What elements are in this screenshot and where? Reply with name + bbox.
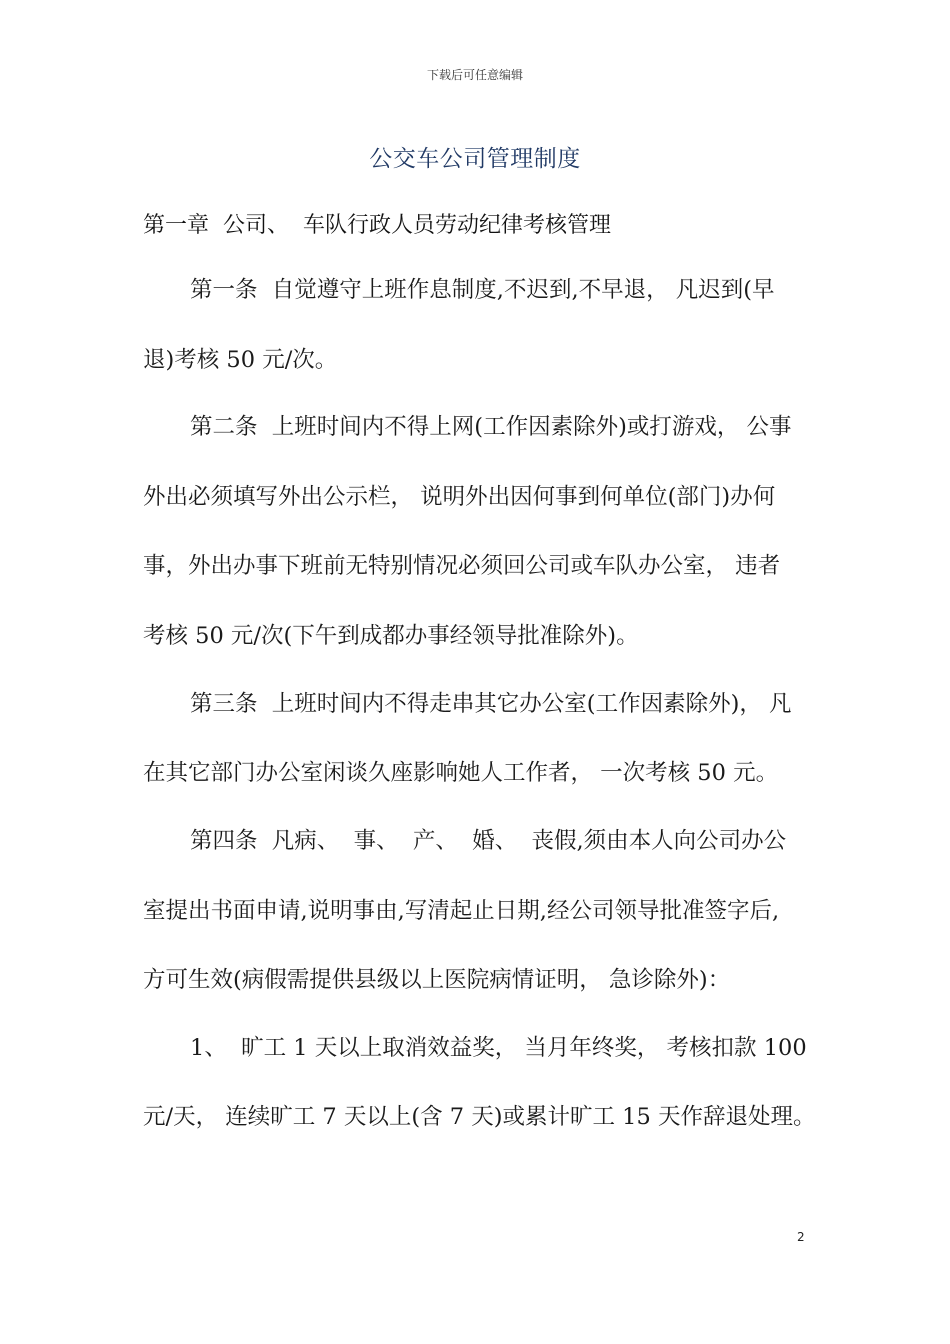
article-4-line-1: 第四条 凡病、 事、 产、 婚、 丧假,须由本人向公司办公 bbox=[190, 828, 787, 854]
article-3-line-2: 在其它部门办公室闲谈久座影响她人工作者， 一次考核 50 元。 bbox=[143, 760, 779, 786]
chapter-heading: 第一章 公司、 车队行政人员劳动纪律考核管理 bbox=[143, 213, 611, 238]
document-title: 公交车公司管理制度 bbox=[369, 146, 581, 172]
item-1-line-2: 元/天， 连续旷工 7 天以上(含 7 天)或累计旷工 15 天作辞退处理。 bbox=[143, 1104, 816, 1130]
article-2-line-1: 第二条 上班时间内不得上网(工作因素除外)或打游戏， 公事 bbox=[190, 414, 792, 440]
page-header-note: 下载后可任意编辑 bbox=[426, 68, 523, 82]
article-4-line-3: 方可生效(病假需提供县级以上医院病情证明， 急诊除外)： bbox=[143, 967, 731, 993]
page-number: 2 bbox=[797, 1230, 805, 1244]
item-1-line-1: 1、 旷工 1 天以上取消效益奖， 当月年终奖， 考核扣款 100 bbox=[190, 1035, 807, 1061]
article-4-line-2: 室提出书面申请,说明事由,写清起止日期,经公司领导批准签字后, bbox=[143, 898, 780, 924]
article-2-line-2: 外出必须填写外出公示栏， 说明外出因何事到何单位(部门)办何 bbox=[143, 484, 776, 510]
article-1-line-2: 退)考核 50 元/次。 bbox=[143, 347, 338, 373]
article-1-line-1: 第一条 自觉遵守上班作息制度,不迟到,不早退， 凡迟到(早 bbox=[190, 277, 775, 303]
article-2-line-4: 考核 50 元/次(下午到成都办事经领导批准除外)。 bbox=[143, 623, 639, 649]
article-3-line-1: 第三条 上班时间内不得走串其它办公室(工作因素除外)， 凡 bbox=[190, 691, 792, 717]
article-2-line-3: 事，外出办事下班前无特别情况必须回公司或车队办公室， 违者 bbox=[143, 553, 781, 579]
